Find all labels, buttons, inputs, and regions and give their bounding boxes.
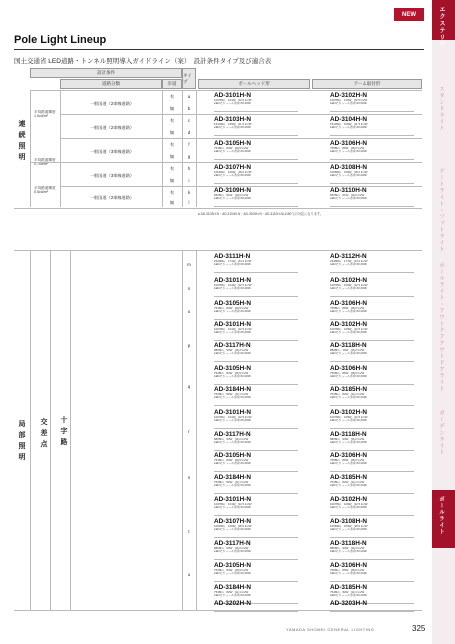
product-code: AD-3101H-N [214,92,251,99]
product-cell[interactable] [330,365,414,385]
product-cell[interactable] [214,164,298,184]
product-cell[interactable] [330,386,414,406]
product-code: AD-3118H-N [330,431,367,438]
product-cell[interactable] [214,342,298,362]
product-life: LEDモジュール寿命 60,000h [330,309,367,314]
product-code: AD-3106H-N [330,365,367,372]
product-life: LEDモジュール寿命 60,000h [330,593,367,598]
product-life: LEDモジュール寿命 60,000h [214,262,251,267]
product-spec: 10078lm 101W 92.5 lm/W [214,327,252,331]
crossroad-label: 十字路 [60,416,67,449]
product-cell[interactable] [214,562,298,582]
type-letter: c [187,118,191,123]
product-code: AD-3118H-N [330,540,367,547]
product-cell[interactable] [214,300,298,320]
type-letter: d [187,130,191,135]
product-cell[interactable] [330,431,414,451]
intersection-label: 交差点 [40,418,47,451]
title-rule [14,49,424,50]
product-code: AD-3109H-N [214,187,251,194]
road-class: 一般国道（3車線道路） [89,149,135,154]
product-cell[interactable] [330,600,414,612]
type-letter: p [187,343,191,348]
product-spec: 23490lm 171W 84.2 lm/W [330,259,368,263]
product-life: LEDモジュール寿命 60,000h [214,351,251,356]
product-cell[interactable] [330,409,414,429]
product-code: AD-3184H-N [214,386,251,393]
type-letter: f [188,142,190,147]
type-letter: u [187,572,191,577]
product-life: LEDモジュール寿命 60,000h [214,395,251,400]
product-spec: 7568lm 86W 88.0 lm/W [330,371,365,375]
product-spec: 8808lm 93W 96.2 lm/W [330,437,365,441]
product-life: LEDモジュール寿命 60,000h [330,196,367,201]
product-code: AD-3102H-N [330,321,367,328]
product-cell[interactable] [214,474,298,494]
type-letter: a [187,94,191,99]
product-spec: 7548lm 82W 92.1 lm/W [330,392,365,396]
product-life: LEDモジュール寿命 60,000h [214,505,251,510]
product-cell[interactable] [214,518,298,538]
product-life: LEDモジュール寿命 60,000h [330,418,367,423]
product-code: AD-3106H-N [330,140,367,147]
product-spec: 8808lm 10W 96.2 lm/W [330,348,365,352]
product-spec: 6525lm 61W 90.0 lm/W [214,193,249,197]
product-code: AD-3185H-N [330,584,367,591]
product-code: AD-3106H-N [330,562,367,569]
section-continuous-label: 連続照明 [18,120,25,164]
product-spec: 10078lm 101W 92.5 lm/W [214,415,252,419]
product-spec: 10078lm 109W 92.5 lm/W [330,502,368,506]
product-cell[interactable] [330,187,414,207]
product-cell[interactable] [330,277,414,297]
product-life: LEDモジュール寿命 60,000h [214,571,251,576]
product-cell[interactable] [214,409,298,429]
product-spec: 7548lm 82W 92.1 lm/W [214,392,249,396]
product-spec: 10693lm 106W 98.0 lm/W [214,524,252,528]
product-cell[interactable] [214,116,298,136]
product-cell[interactable] [330,474,414,494]
type-letter: r [188,429,190,434]
product-spec: 10078lm 101W 92.5 lm/W [214,502,252,506]
type-letter: n [187,286,191,291]
product-cell[interactable] [214,140,298,160]
header-arm: アーム取付形 [312,79,422,89]
product-life: LEDモジュール寿命 60,000h [214,527,251,532]
product-life: LEDモジュール寿命 60,000h [330,262,367,267]
product-code: AD-3103H-N [214,116,251,123]
product-spec: 7548lm 84W 89.9 lm/W [214,458,249,462]
product-code: AD-3202H-N [214,600,251,607]
product-cell[interactable] [330,300,414,320]
type-letter: k [187,190,191,195]
product-life: LEDモジュール寿命 60,000h [214,196,251,201]
product-spec: 10078lm 101W 92.5 lm/W [214,283,252,287]
product-code: AD-3118H-N [330,342,367,349]
side-tab-exterior[interactable]: エクステリア [438,6,444,48]
product-spec: 8808lm 93W 96.2 lm/W [214,437,249,441]
type-letter: t [188,529,190,534]
header-pole-head: ポールヘッド形 [198,79,310,89]
product-cell[interactable] [214,92,298,112]
product-spec: 23490lm 171W 84.2 lm/W [214,259,252,263]
product-cell[interactable] [214,365,298,385]
side-tab-pole[interactable]: ポールライト [438,496,444,535]
product-code: AD-3110H-N [330,187,367,194]
header-road-class: 道路分類 [60,79,162,89]
product-spec: 10683lm 109W 98.0 lm/W [330,524,368,528]
road-class: 一般国道（2車線道路） [89,195,135,200]
product-spec: 7548lm 82W 92.1 lm/W [214,590,249,594]
product-code: AD-3105H-N [214,140,251,147]
product-spec: 7568lm 86W 88.0 lm/W [330,146,365,150]
side-tab-garden[interactable]: ガーデンライト [438,410,444,456]
condition-label: 平均路面輝度 0.7cd/m² [34,158,56,167]
product-code: AD-3101H-N [214,496,251,503]
product-cell[interactable] [330,140,414,160]
product-life: LEDモジュール寿命 60,000h [330,461,367,466]
product-spec: 8808lm 93W 96.2 lm/W [330,546,365,550]
side-tab-stand[interactable]: スタンドライト [438,86,444,132]
product-spec: 15103lm 106W 91.5 lm/W [330,122,368,126]
type-letter: s [187,475,191,480]
product-cell[interactable] [330,321,414,341]
product-cell[interactable] [330,164,414,184]
product-cell[interactable] [330,540,414,560]
product-life: LEDモジュール寿命 60,000h [330,527,367,532]
product-spec: 7548lm 84W 89.9 lm/W [214,146,249,150]
product-code: AD-3105H-N [214,452,251,459]
product-cell[interactable] [330,92,414,112]
sidewalk-value: 有 [169,118,175,123]
product-code: AD-3117H-N [214,540,251,547]
product-spec: 7548lm 82W 92.1 lm/W [330,590,365,594]
product-life: LEDモジュール寿命 60,000h [330,286,367,291]
product-life: LEDモジュール寿命 60,000h [330,173,367,178]
product-spec: 10078lm 109W 92.5 lm/W [330,327,368,331]
product-code: AD-3106H-N [330,300,367,307]
product-spec: 15103lm 165W 91.5 lm/W [214,122,252,126]
product-cell[interactable] [214,187,298,207]
product-cell[interactable] [214,600,298,612]
product-code: AD-3184H-N [214,584,251,591]
header-conditions: 設計条件 [30,68,182,78]
footer-brand: YAMADA SHOMEI GENERAL LIGHTING [286,627,375,632]
type-letter: b [187,106,191,111]
road-class: 一般国道（2車線道路） [89,125,135,130]
product-life: LEDモジュール寿命 60,000h [330,440,367,445]
product-code: AD-3184H-N [214,474,251,481]
product-life: LEDモジュール寿命 60,000h [330,125,367,130]
product-life: LEDモジュール寿命 60,000h [330,330,367,335]
sidewalk-value: 無 [169,200,175,205]
condition-label: 平均路面輝度 1.0cd/m² [34,110,56,119]
product-life: LEDモジュール寿命 60,000h [214,483,251,488]
product-life: LEDモジュール寿命 60,000h [330,505,367,510]
product-cell[interactable] [214,540,298,560]
product-cell[interactable] [330,496,414,516]
product-spec: 10693lm 106W 98.0 lm/W [214,170,252,174]
product-code: AD-3112H-N [330,253,367,260]
product-spec: 10078lm 113W 92.5 lm/W [330,98,368,102]
product-life: LEDモジュール寿命 60,000h [330,149,367,154]
road-class: 一般国道（3車線道路） [89,173,135,178]
product-code: AD-3101H-N [214,321,251,328]
product-code: AD-3105H-N [214,300,251,307]
product-spec: 7548lm 84W 89.9 lm/W [214,568,249,572]
type-letter: l [188,200,190,205]
new-badge: NEW [394,8,424,21]
product-spec: 10078lm 109W 92.5 lm/W [330,415,368,419]
type-letter: g [187,154,191,159]
product-cell[interactable] [330,452,414,472]
product-code: AD-3117H-N [214,431,251,438]
side-tab-outdoor[interactable]: アウトドアライト [438,340,444,392]
type-letter: q [187,384,191,389]
product-cell[interactable] [330,253,414,273]
product-code: AD-3105H-N [214,365,251,372]
product-code: AD-3185H-N [330,474,367,481]
product-life: LEDモジュール寿命 60,000h [214,309,251,314]
type-letter: o [187,309,191,314]
product-code: AD-3107H-N [214,518,251,525]
product-cell[interactable] [214,321,298,341]
product-life: LEDモジュール寿命 60,000h [330,395,367,400]
product-cell[interactable] [214,452,298,472]
product-spec: 10078lm 101W 92.5 lm/W [214,98,252,102]
product-life: LEDモジュール寿命 60,000h [214,173,251,178]
product-spec: 8808lm 93W 96.2 lm/W [214,348,249,352]
product-life: LEDモジュール寿命 60,000h [214,461,251,466]
product-life: LEDモジュール寿命 60,000h [214,149,251,154]
product-code: AD-3105H-N [214,562,251,569]
product-life: LEDモジュール寿命 60,000h [214,101,251,106]
product-life: LEDモジュール寿命 60,000h [330,351,367,356]
product-spec: 7548lm 82W 92.1 lm/W [330,480,365,484]
sidewalk-value: 無 [169,130,175,135]
product-life: LEDモジュール寿命 60,000h [214,440,251,445]
product-code: AD-3108H-N [330,518,367,525]
condition-label: 平均路面輝度 0.5cd/m² [34,186,56,195]
sidewalk-value: 無 [169,154,175,159]
product-spec: 7568lm 86W 88.0 lm/W [330,568,365,572]
product-life: LEDモジュール寿命 60,000h [214,286,251,291]
product-life: LEDモジュール寿命 60,000h [330,374,367,379]
sidewalk-value: 無 [169,106,175,111]
product-spec: 8808lm 93W 96.2 lm/W [214,546,249,550]
type-letter: i [188,178,190,183]
product-spec: 6525lm 61W 90.0 lm/W [330,193,365,197]
product-cell[interactable] [330,116,414,136]
product-code: AD-3102H-N [330,409,367,416]
product-code: AD-3185H-N [330,386,367,393]
product-cell[interactable] [214,431,298,451]
product-life: LEDモジュール寿命 60,000h [330,101,367,106]
product-cell[interactable] [214,386,298,406]
product-code: AD-3117H-N [214,342,251,349]
product-cell[interactable] [330,518,414,538]
product-life: LEDモジュール寿命 60,000h [214,549,251,554]
product-life: LEDモジュール寿命 60,000h [214,418,251,423]
sidewalk-value: 有 [169,166,175,171]
sidewalk-value: 無 [169,178,175,183]
page-number: 325 [412,624,426,633]
product-code: AD-3102H-N [330,496,367,503]
product-code: AD-3102H-N [330,92,367,99]
product-code: AD-3101H-N [214,409,251,416]
product-spec: 10683lm 109W 98.0 lm/W [330,170,368,174]
sidewalk-value: 有 [169,142,175,147]
product-code: AD-3107H-N [214,164,251,171]
product-cell[interactable] [214,496,298,516]
type-letter: h [187,166,191,171]
table-subtitle: 国土交通省 LED道路・トンネル照明導入ガイドライン（案） 設計条件タイプ及び適合表 [14,58,272,65]
product-spec: 7568lm 86W 88.0 lm/W [330,458,365,462]
product-life: LEDモジュール寿命 60,000h [214,330,251,335]
product-life: LEDモジュール寿命 60,000h [330,571,367,576]
product-spec: 7548lm 84W 89.9 lm/W [214,306,249,310]
section-local-label: 局部照明 [18,420,25,464]
header-sidewalk: 歩道 [162,79,182,89]
product-spec: 7548lm 82W 92.1 lm/W [214,480,249,484]
product-code: AD-3102H-N [330,277,367,284]
product-cell[interactable] [214,253,298,273]
product-code: AD-3106H-N [330,452,367,459]
side-tab-gate[interactable]: ゲートライト・フットライト [438,168,444,253]
product-life: LEDモジュール寿命 60,000h [330,483,367,488]
page-title: Pole Light Lineup [14,34,107,46]
header-type: タイプ [182,68,196,89]
sidewalk-value: 有 [169,94,175,99]
sidewalk-value: 有 [169,190,175,195]
product-cell[interactable] [330,342,414,362]
product-cell[interactable] [214,277,298,297]
road-class: 一般国道（2車線道路） [89,101,135,106]
side-tab-pole-outdoor[interactable]: ポールライト・アウトドア [438,262,444,340]
product-life: LEDモジュール寿命 60,000h [214,593,251,598]
product-cell[interactable] [330,562,414,582]
product-code: AD-3203H-N [330,600,367,607]
product-life: LEDモジュール寿命 60,000h [214,374,251,379]
product-code: AD-3108H-N [330,164,367,171]
product-code: AD-3104H-N [330,116,367,123]
footnote: ● AD-3103H-N・AD-3104H-N・AD-3109H-N・AD-3110H-Nは150℃の対応になります。 [198,212,324,216]
product-spec: 10078lm 109W 92.5 lm/W [330,283,368,287]
product-code: AD-3111H-N [214,253,251,260]
product-life: LEDモジュール寿命 60,000h [330,549,367,554]
product-spec: 7568lm 86W 88.0 lm/W [330,306,365,310]
product-code: AD-3101H-N [214,277,251,284]
type-letter: m [187,262,191,267]
product-life: LEDモジュール寿命 60,000h [214,125,251,130]
product-spec: 7548lm 84W 89.9 lm/W [214,371,249,375]
